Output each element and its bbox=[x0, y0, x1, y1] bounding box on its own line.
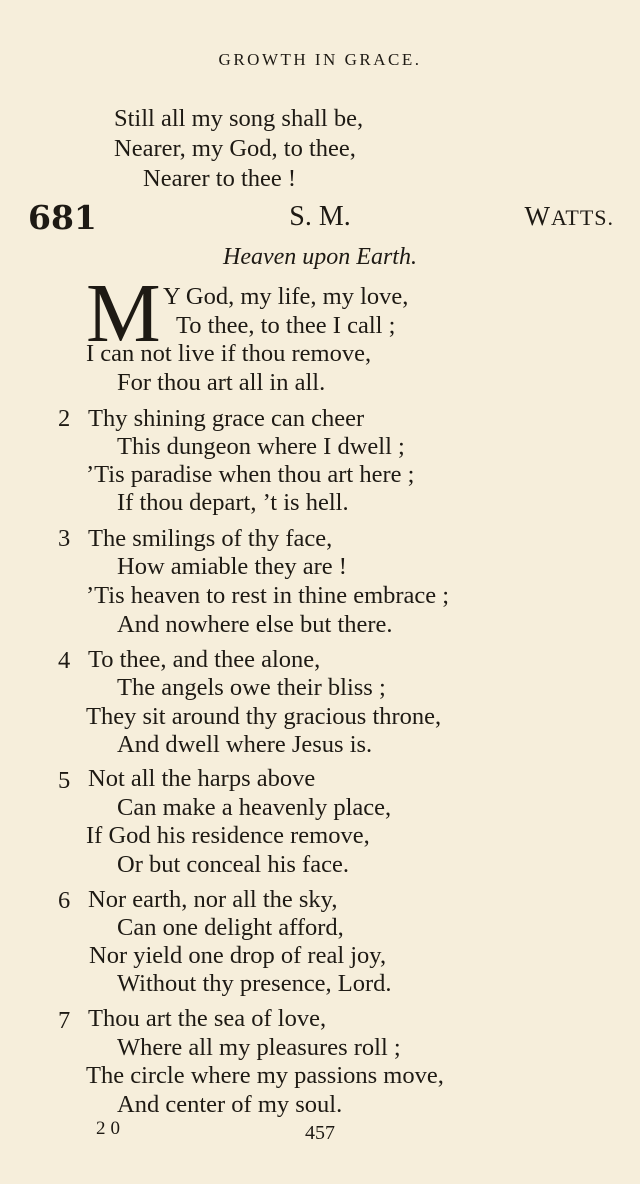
stanza-line: Can one delight afford, bbox=[117, 914, 344, 941]
stanza-1-line-3: I can not live if thou remove, bbox=[86, 340, 372, 367]
stanza-line: Thou art the sea of love, bbox=[88, 1005, 327, 1032]
drop-cap: M bbox=[86, 267, 161, 360]
stanza-line: Without thy presence, Lord. bbox=[117, 970, 392, 997]
author-initial: W bbox=[524, 201, 551, 231]
hymn-meter: S. M. bbox=[289, 201, 351, 232]
stanza-line: If God his residence remove, bbox=[86, 822, 370, 849]
stanza-line: They sit around thy gracious throne, bbox=[86, 703, 442, 730]
hymn-number: 681 bbox=[28, 198, 97, 237]
stanza-line: This dungeon where I dwell ; bbox=[117, 433, 405, 460]
stanza-line: And dwell where Jesus is. bbox=[117, 731, 373, 758]
stanza-line: ’Tis heaven to rest in thine embrace ; bbox=[86, 582, 450, 609]
stanza-number: 4 bbox=[58, 647, 71, 674]
signature-mark: 20 bbox=[96, 1118, 125, 1139]
stanza-line: Where all my pleasures roll ; bbox=[117, 1034, 401, 1061]
stanza-line: How amiable they are ! bbox=[117, 553, 347, 580]
author-rest: ATTS. bbox=[550, 205, 614, 230]
stanza-line: Not all the harps above bbox=[88, 765, 316, 792]
stanza-line: Nor yield one drop of real joy, bbox=[89, 942, 387, 969]
page-number: 457 bbox=[305, 1122, 335, 1144]
stanza-line: Can make a heavenly place, bbox=[117, 794, 392, 821]
previous-hymn-line-3: Nearer to thee ! bbox=[143, 165, 297, 192]
stanza-line: ’Tis paradise when thou art here ; bbox=[86, 461, 415, 488]
stanza-number: 5 bbox=[58, 767, 71, 794]
stanza-line: The smilings of thy face, bbox=[88, 525, 333, 552]
stanza-1-line-1: Y God, my life, my love, bbox=[163, 283, 409, 310]
stanza-1-line-4: For thou art all in all. bbox=[117, 369, 326, 396]
stanza-line: The circle where my passions move, bbox=[86, 1062, 444, 1089]
stanza-1-line-2: To thee, to thee I call ; bbox=[176, 312, 396, 339]
stanza-line: The angels owe their bliss ; bbox=[117, 674, 386, 701]
stanza-number: 7 bbox=[58, 1007, 71, 1034]
stanza-line: Thy shining grace can cheer bbox=[88, 405, 365, 432]
stanza-line: Or but conceal his face. bbox=[117, 851, 349, 878]
running-head: GROWTH IN GRACE. bbox=[218, 50, 422, 69]
stanza-number: 6 bbox=[58, 887, 71, 914]
stanza-line: If thou depart, ’t is hell. bbox=[117, 489, 349, 516]
stanza-line: To thee, and thee alone, bbox=[88, 646, 321, 673]
previous-hymn-line-1: Still all my song shall be, bbox=[114, 105, 364, 132]
hymn-subtitle: Heaven upon Earth. bbox=[223, 244, 417, 270]
stanza-number: 2 bbox=[58, 405, 71, 432]
hymn-author bbox=[524, 201, 614, 232]
previous-hymn-line-2: Nearer, my God, to thee, bbox=[114, 135, 356, 162]
stanza-line: And center of my soul. bbox=[117, 1091, 343, 1118]
stanza-line: And nowhere else but there. bbox=[117, 611, 393, 638]
stanza-number: 3 bbox=[58, 525, 71, 552]
stanza-line: Nor earth, nor all the sky, bbox=[88, 886, 338, 913]
